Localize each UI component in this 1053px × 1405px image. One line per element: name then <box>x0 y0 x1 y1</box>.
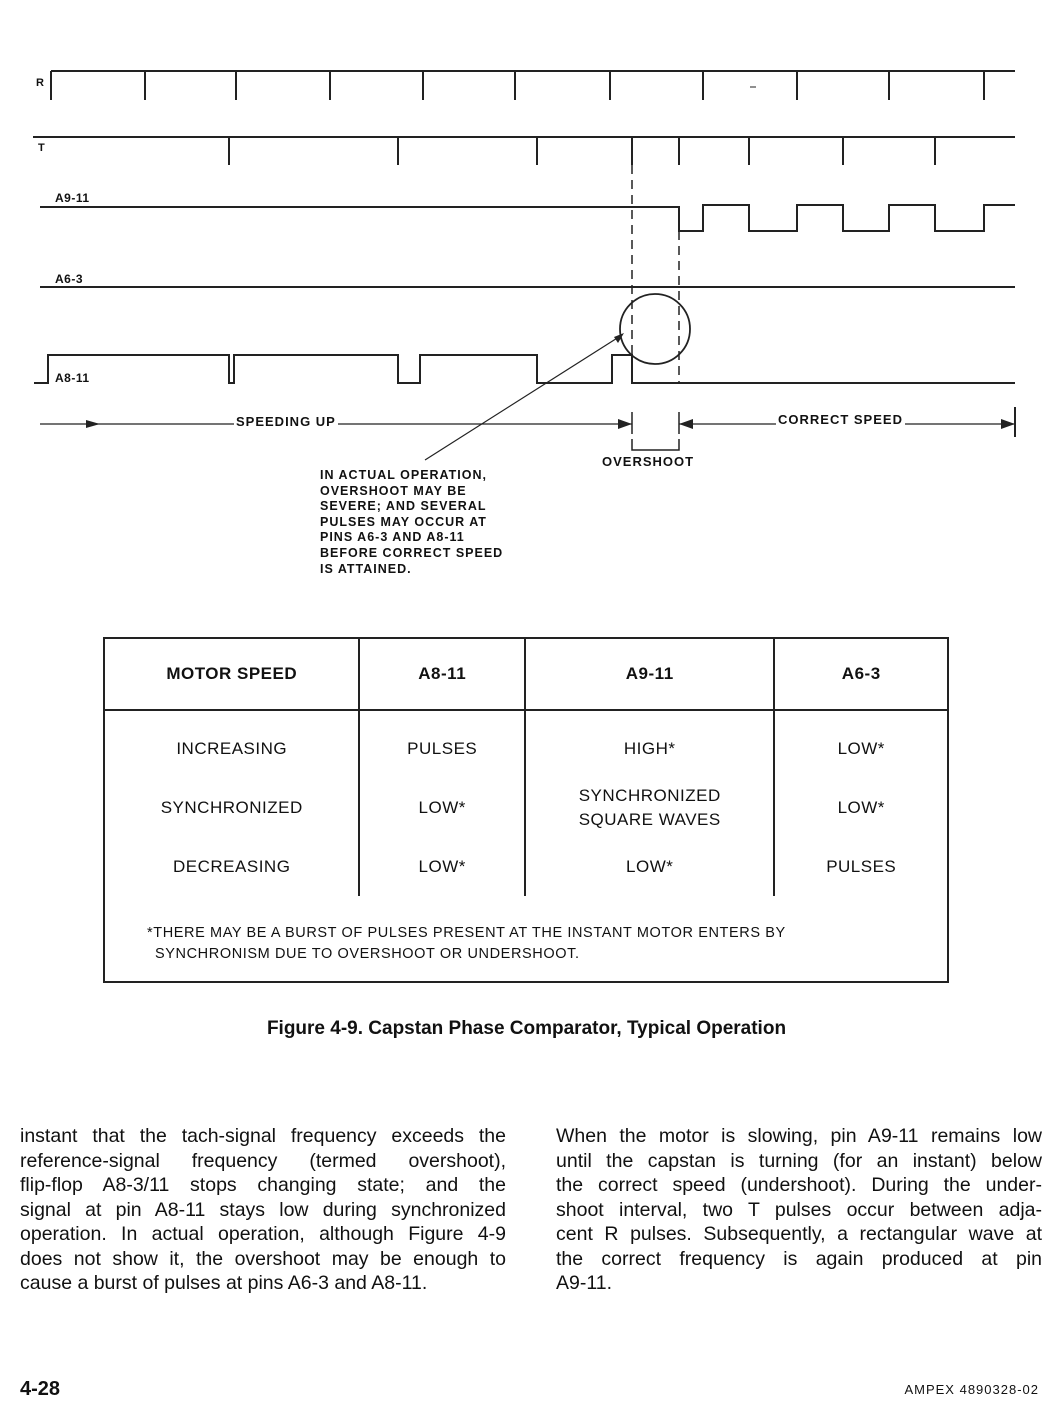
table-row <box>104 837 948 896</box>
document-id: AMPEX 4890328-02 <box>904 1382 1039 1397</box>
text-line: A9-11. <box>556 1272 613 1294</box>
arrow-left-icon <box>679 419 693 429</box>
footnote-line: *THERE MAY BE A BURST OF PULSES PRESENT AT THE INSTANT MOTOR ENTERS BY <box>147 924 786 941</box>
text-line: shoot interval, two T pulses occur between adja- <box>556 1198 1042 1221</box>
table-cell-line: SYNCHRONIZED <box>578 785 721 805</box>
figure-caption: Figure 4-9. Capstan Phase Comparator, Typical Operation <box>266 1018 787 1039</box>
a9-11-label: A9-11 <box>55 191 90 205</box>
table-row <box>104 778 948 837</box>
note-line: PINS A6-3 AND A8-11 <box>320 530 465 545</box>
text-line: cent R pulses. Subsequently, a rectangular wave at <box>556 1223 1042 1245</box>
body-right-column <box>556 1124 1042 1296</box>
text-line: instant that the tach-signal frequency exceeds the <box>20 1125 506 1147</box>
text-line: signal at pin A8-11 stays low during synchronized <box>20 1198 506 1221</box>
a9-11-waveform <box>40 205 1015 231</box>
speeding-up-label: SPEEDING UP <box>236 414 336 429</box>
text-line: cause a burst of pulses at pins A6-3 and A8-11. <box>20 1272 428 1294</box>
t-pulses <box>229 137 935 165</box>
text-line: does not show it, the overshoot may be enough to <box>20 1247 506 1270</box>
arrow-right-icon <box>86 420 100 428</box>
overshoot-note <box>320 468 550 577</box>
table-cell: LOW* <box>774 778 948 837</box>
table-cell-line: SQUARE WAVES <box>578 809 721 829</box>
table-cell: PULSES <box>359 710 525 778</box>
t-label: T <box>38 142 46 154</box>
footnote-line: SYNCHRONISM DUE TO OVERSHOOT OR UNDERSHOOT. <box>155 945 580 962</box>
column-header: MOTOR SPEED <box>104 638 359 710</box>
table-cell: LOW* <box>525 837 774 896</box>
r-pulses <box>51 71 984 100</box>
text-line: the correct frequency is again produced at pin <box>556 1247 1042 1270</box>
r-label: R <box>36 77 45 89</box>
table-cell <box>525 778 774 837</box>
body-left-column <box>20 1124 506 1296</box>
table-cell: PULSES <box>774 837 948 896</box>
note-line: SEVERE; AND SEVERAL <box>320 499 487 514</box>
table-footnote-row <box>104 896 948 982</box>
a6-3-label: A6-3 <box>55 272 84 286</box>
operation-table <box>103 637 949 983</box>
arrow-right-icon <box>618 419 632 429</box>
table-footnote <box>104 896 948 982</box>
note-leader-line <box>425 335 622 460</box>
table-cell: INCREASING <box>104 710 359 778</box>
text-line: reference-signal frequency (termed overshoot), <box>20 1149 506 1172</box>
text-line: operation. In actual operation, although Figure 4-9 <box>20 1223 506 1245</box>
text-line: the correct speed (undershoot). During the under- <box>556 1174 1042 1196</box>
table-cell: LOW* <box>774 710 948 778</box>
table-header-row <box>104 638 948 710</box>
page-number: 4-28 <box>20 1378 61 1400</box>
column-header: A8-11 <box>359 638 525 710</box>
a8-11-label: A8-11 <box>55 371 90 385</box>
note-line: OVERSHOOT MAY BE <box>320 483 467 498</box>
text-line: until the capstan is turning (for an instant) below <box>556 1149 1042 1172</box>
column-header: A6-3 <box>774 638 948 710</box>
table-cell: LOW* <box>359 778 525 837</box>
a8-11-waveform <box>34 355 1015 383</box>
note-line: IN ACTUAL OPERATION, <box>320 468 487 482</box>
note-line: BEFORE CORRECT SPEED <box>320 545 504 560</box>
table-row <box>104 710 948 778</box>
correct-speed-label: CORRECT SPEED <box>778 412 903 427</box>
text-line: When the motor is slowing, pin A9-11 remains low <box>556 1125 1042 1147</box>
table-cell: HIGH* <box>525 710 774 778</box>
arrow-right-icon <box>1001 419 1015 429</box>
table-cell: SYNCHRONIZED <box>104 778 359 837</box>
column-header: A9-11 <box>525 638 774 710</box>
text-line: flip-flop A8-3/11 stops changing state; and the <box>20 1174 506 1196</box>
note-line: PULSES MAY OCCUR AT <box>320 514 487 529</box>
overshoot-label: OVERSHOOT <box>602 454 695 469</box>
table-cell: DECREASING <box>104 837 359 896</box>
table-cell: LOW* <box>359 837 525 896</box>
note-line: IS ATTAINED. <box>320 561 412 576</box>
